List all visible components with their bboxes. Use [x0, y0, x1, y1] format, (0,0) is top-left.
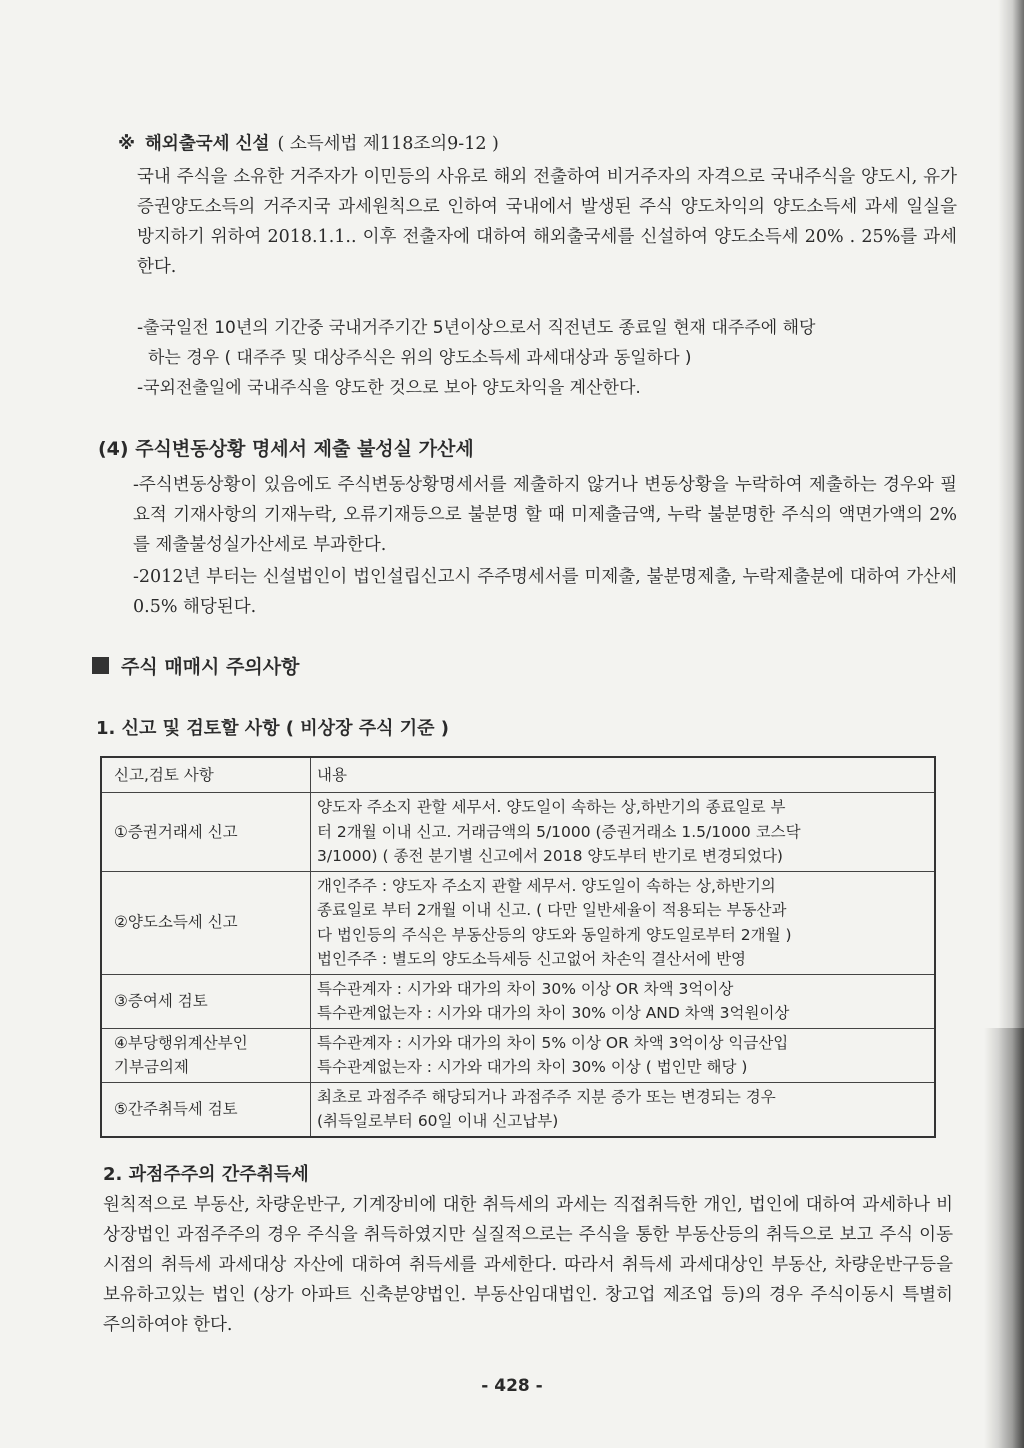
table-header-content: 내용 [311, 757, 936, 793]
table-row-content [311, 1028, 936, 1082]
section-4-heading: (4) 주식변동상황 명세서 제출 불성실 가산세 [98, 438, 474, 460]
note-condition-2: 하는 경우 ( 대주주 및 대상주식은 위의 양도소득세 과세대상과 동일하다 ) [148, 348, 692, 368]
table-row-item: ②양도소득세 신고 [101, 871, 311, 974]
table-row-item: ③증여세 검토 [101, 974, 311, 1028]
content-line: 다 법인등의 주식은 부동산등의 양도와 동일하게 양도일로부터 2개월 ) [317, 925, 792, 944]
review-items-table [100, 756, 936, 1138]
subsection-2-body: 원칙적으로 부동산, 차량운반구, 기계장비에 대한 취득세의 과세는 직접취득한 개인, 법인에 대하여 과세하나 비상장법인 과점주주의 경우 주식을 취득하였지만 실질적으로는 주식을 통한 부동산등의 취득으로 보고 주식 이동 시점의 취득세 과세대상 자산에 대하여 취득세를 과세한다. 따라서 취득세 과세대상인 부동산, 차량운반구등을 보유하고있는 법인 (상가 아파트 신축분양법인. 부동산임대법인. 창고업 제조업 등)의 경우 주식이동시 특별히 주의하여야 한다. [103, 1195, 953, 1335]
subsection-1-heading: 1. 신고 및 검토할 사항 ( 비상장 주식 기준 ) [96, 718, 450, 739]
note-condition-1: -출국일전 10년의 기간중 국내거주기간 5년이상으로서 직전년도 종료일 현재 대주주에 해당 [137, 318, 816, 338]
content-line: 특수관계자 : 시가와 대가의 차이 30% 이상 OR 차액 3억이상 [317, 979, 734, 998]
content-line: 터 2개월 이내 신고. 거래금액의 5/1000 (증권거래소 1.5/1000 코스닥 [317, 822, 801, 841]
table-row [101, 974, 935, 1028]
note-heading [118, 130, 958, 155]
note-law-reference: ( 소득세법 제118조의9-12 ) [277, 134, 499, 154]
content-line: 개인주주 : 양도자 주소지 관할 세무서. 양도일이 속하는 상,하반기의 [317, 876, 776, 895]
caution-heading [92, 652, 692, 679]
section-4-para-1: -주식변동상황이 있음에도 주식변동상황명세서를 제출하지 않거나 변동상황을 누락하여 제출하는 경우와 필요적 기재사항의 기재누락, 오류기재등으로 불분명 할 때 미제출금액, 누락 불분명한 주식의 액면가액의 2%를 제출불성실가산세로 부과한다. [133, 475, 957, 555]
content-line: 법인주주 : 별도의 양도소득세등 신고없어 차손익 결산서에 반영 [317, 950, 747, 968]
table-row [101, 1082, 935, 1137]
section-4-para-2: -2012년 부터는 신설법인이 법인설립신고시 주주명세서를 미제출, 불분명제출, 누락제출분에 대하여 가산세 0.5% 해당된다. [133, 567, 957, 617]
content-line: 3/1000) ( 종전 분기별 신고에서 2018 양도부터 반기로 변경되었다) [317, 847, 783, 865]
black-square-icon [92, 657, 109, 674]
table-row [101, 793, 935, 872]
table-row-content [311, 1082, 936, 1137]
table-header-item: 신고,검토 사항 [101, 757, 311, 793]
page-number: - 428 - [481, 1376, 543, 1396]
table-header-row [101, 757, 935, 793]
table-row [101, 1028, 935, 1082]
page-shadow-corner [984, 1028, 1024, 1448]
subsection-2-heading: 2. 과점주주의 간주취득세 [103, 1164, 309, 1185]
content-line: 특수관계자 : 시가와 대가의 차이 5% 이상 OR 차액 3억이상 익금산입 [317, 1033, 789, 1052]
table-row-item: ①증권거래세 신고 [101, 793, 311, 872]
table-row-content [311, 974, 936, 1028]
caution-heading-text: 주식 매매시 주의사항 [121, 656, 300, 678]
table-row-item: ④부당행위계산부인 기부금의제 [101, 1028, 311, 1082]
content-line: 특수관계없는자 : 시가와 대가의 차이 30% 이상 AND 차액 3억원이상 [317, 1004, 790, 1022]
reference-mark-icon: ※ [118, 134, 136, 154]
table-row [101, 871, 935, 974]
note-title: 해외출국세 신설 [145, 134, 270, 154]
content-line: 특수관계없는자 : 시가와 대가의 차이 30% 이상 ( 법인만 해당 ) [317, 1058, 748, 1076]
note-body: 국내 주식을 소유한 거주자가 이민등의 사유로 해외 전출하여 비거주자의 자격으로 국내주식을 양도시, 유가증권양도소득의 거주지국 과세원칙으로 인하여 국내에서 발생된 주식 양도차익의 양도소득세 과세 일실을 방지하기 위하여 2018.1.1.. 이후 전출자에 대하여 해외출국세를 신설하여 양도소득세 20% . 25%를 과세한다. [137, 167, 957, 277]
content-line: (취득일로부터 60일 이내 신고납부) [317, 1112, 559, 1130]
content-line: 양도자 주소지 관할 세무서. 양도일이 속하는 상,하반기의 종료일로 부 [317, 798, 786, 816]
content-line: 최초로 과점주주 해당되거나 과점주주 지분 증가 또는 변경되는 경우 [317, 1087, 776, 1106]
table-row-content [311, 793, 936, 872]
table-row-content [311, 871, 936, 974]
note-condition-3: -국외전출일에 국내주식을 양도한 것으로 보아 양도차익을 계산한다. [137, 378, 641, 398]
content-line: 종료일로 부터 2개월 이내 신고. ( 다만 일반세율이 적용되는 부동산과 [317, 901, 787, 919]
table-row-item: ⑤간주취득세 검토 [101, 1082, 311, 1137]
